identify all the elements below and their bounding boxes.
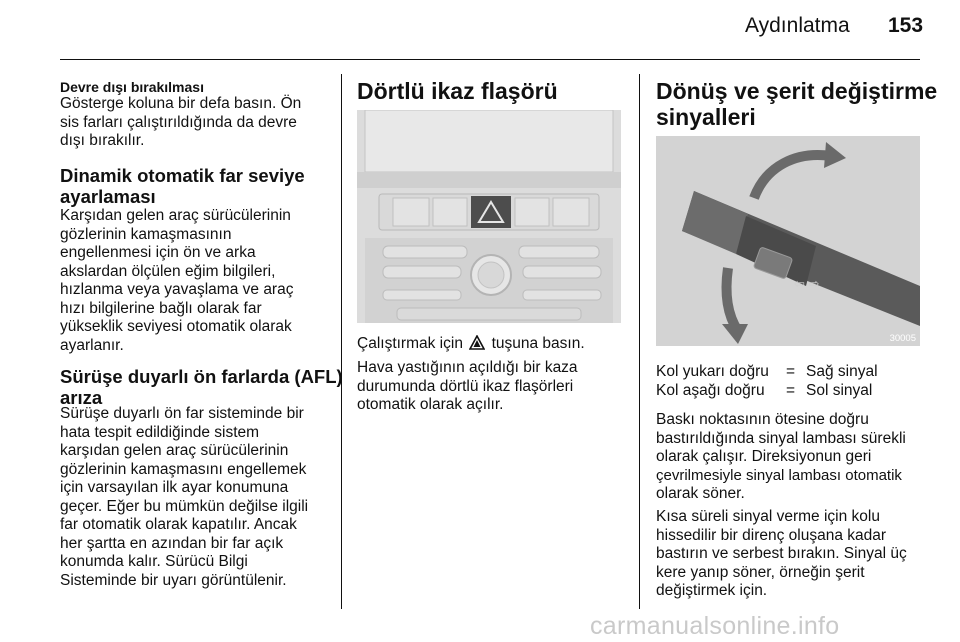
svg-text:⇦ ⇨: ⇦ ⇨ (794, 276, 820, 291)
text-line: bastırıldığında sinyal lambası sürekli (656, 429, 906, 447)
table-cell-label: Kol aşağı doğru (656, 381, 765, 399)
text-line: Hava yastığının açıldığı bir kaza (357, 359, 578, 376)
table-cell-label: Kol yukarı doğru (656, 363, 769, 380)
text-line: sis farları çalıştırıldığında da devre (60, 113, 297, 131)
header-rule (60, 59, 920, 60)
table-cell-value: Sol sinyal (806, 381, 873, 399)
section-title-afl-fault: Sürüşe duyarlı ön farlarda (AFL) (60, 366, 343, 387)
text-line: otomatik olarak açılır. (357, 396, 504, 413)
text-line: Kısa süreli sinyal verme için kolu (656, 508, 880, 525)
section-title-turn-signals: Dönüş ve şerit değiştirme (656, 78, 938, 104)
text-line: değiştirmek için. (656, 582, 768, 599)
text-line: Gösterge koluna bir defa basın. Ön (60, 95, 302, 112)
text-line: Karşıdan gelen araç sürücülerinin (60, 207, 291, 224)
text-line: her şartta en azından bir far açık (60, 534, 284, 552)
column-divider-2 (639, 74, 640, 609)
text-line: geçer. Eğer bu mümkün değilse ilgili (60, 497, 309, 515)
table-cell-eq: = (786, 381, 796, 399)
hazard-instruction-line (357, 335, 585, 355)
hazard-triangle-icon (469, 335, 485, 355)
column-divider-1 (341, 74, 342, 609)
running-header-title: Aydınlatma (745, 14, 850, 37)
text-line: hızlanma veya yavaşlama ve araç (60, 281, 294, 298)
table-cell-eq: = (786, 363, 796, 380)
section-title-dynamic-leveling-2: ayarlaması (60, 186, 156, 207)
text-line: karşıdan gelen araç sürücülerinin (60, 442, 289, 459)
text-line: Sürüşe duyarlı ön far sisteminde bir (60, 405, 304, 422)
text-line: gözlerinin kamaşmasını engellemek (60, 460, 307, 478)
section-title-hazard-flashers: Dörtlü ikaz flaşörü (357, 78, 558, 104)
hazard-switch-figure (357, 110, 621, 323)
text-line: durumunda dörtlü ikaz flaşörleri (357, 377, 574, 395)
watermark: carmanualsonline.info (590, 612, 840, 640)
text-line: kere yanıp söner, örneğin şerit (656, 563, 865, 581)
turn-signal-lever-illustration (656, 136, 920, 346)
text-line: Sisteminde bir uyarı görüntülenir. (60, 571, 287, 589)
page-number: 153 (888, 14, 924, 37)
figure-number: 30005 (889, 333, 916, 344)
table-cell-value: Sağ sinyal (806, 363, 878, 380)
text-line: olarak çalışır. Direksiyonun geri (656, 448, 872, 465)
text-span: tuşuna basın. (491, 335, 585, 352)
turn-signal-lever-figure (656, 136, 920, 346)
text-line: akslardan ölçülen eğim bilgileri, (60, 262, 276, 280)
text-line: Baskı noktasının ötesine doğru (656, 411, 869, 428)
text-line: hızı bilgilerine bağlı olarak far (60, 299, 262, 317)
text-line: çevrilmesiyle sinyal lambası otomatik (656, 466, 902, 484)
text-line: hata tespit edildiğinde sistem (60, 423, 260, 441)
text-line: yükseklik seviyesi otomatik olarak (60, 318, 292, 335)
text-span: Çalıştırmak için (357, 335, 463, 352)
text-line: bastırın ve serbest bırakın. Sinyal üç (656, 545, 907, 562)
text-line: dışı bırakılır. (60, 132, 145, 149)
text-line: far otomatik olarak kapatılır. Ancak (60, 516, 297, 533)
section-title-deactivation: Devre dışı bırakılması (60, 79, 204, 95)
text-line: konumda kalır. Sürücü Bilgi (60, 553, 248, 570)
text-line: engellenmesi için ön ve arka (60, 244, 256, 261)
text-line: gözlerinin kamaşmasının (60, 225, 232, 243)
text-line: ayarlanır. (60, 336, 124, 354)
text-line: için varsayılan ilk ayar konumuna (60, 479, 289, 496)
section-title-turn-signals-2: sinyalleri (656, 104, 756, 130)
section-title-afl-fault-2: arıza (60, 387, 103, 408)
text-line: olarak söner. (656, 485, 745, 502)
section-title-dynamic-leveling: Dinamik otomatik far seviye (60, 165, 305, 186)
text-line: hissedilir bir direnç oluşana kadar (656, 526, 887, 544)
hazard-switch-illustration (357, 110, 621, 323)
